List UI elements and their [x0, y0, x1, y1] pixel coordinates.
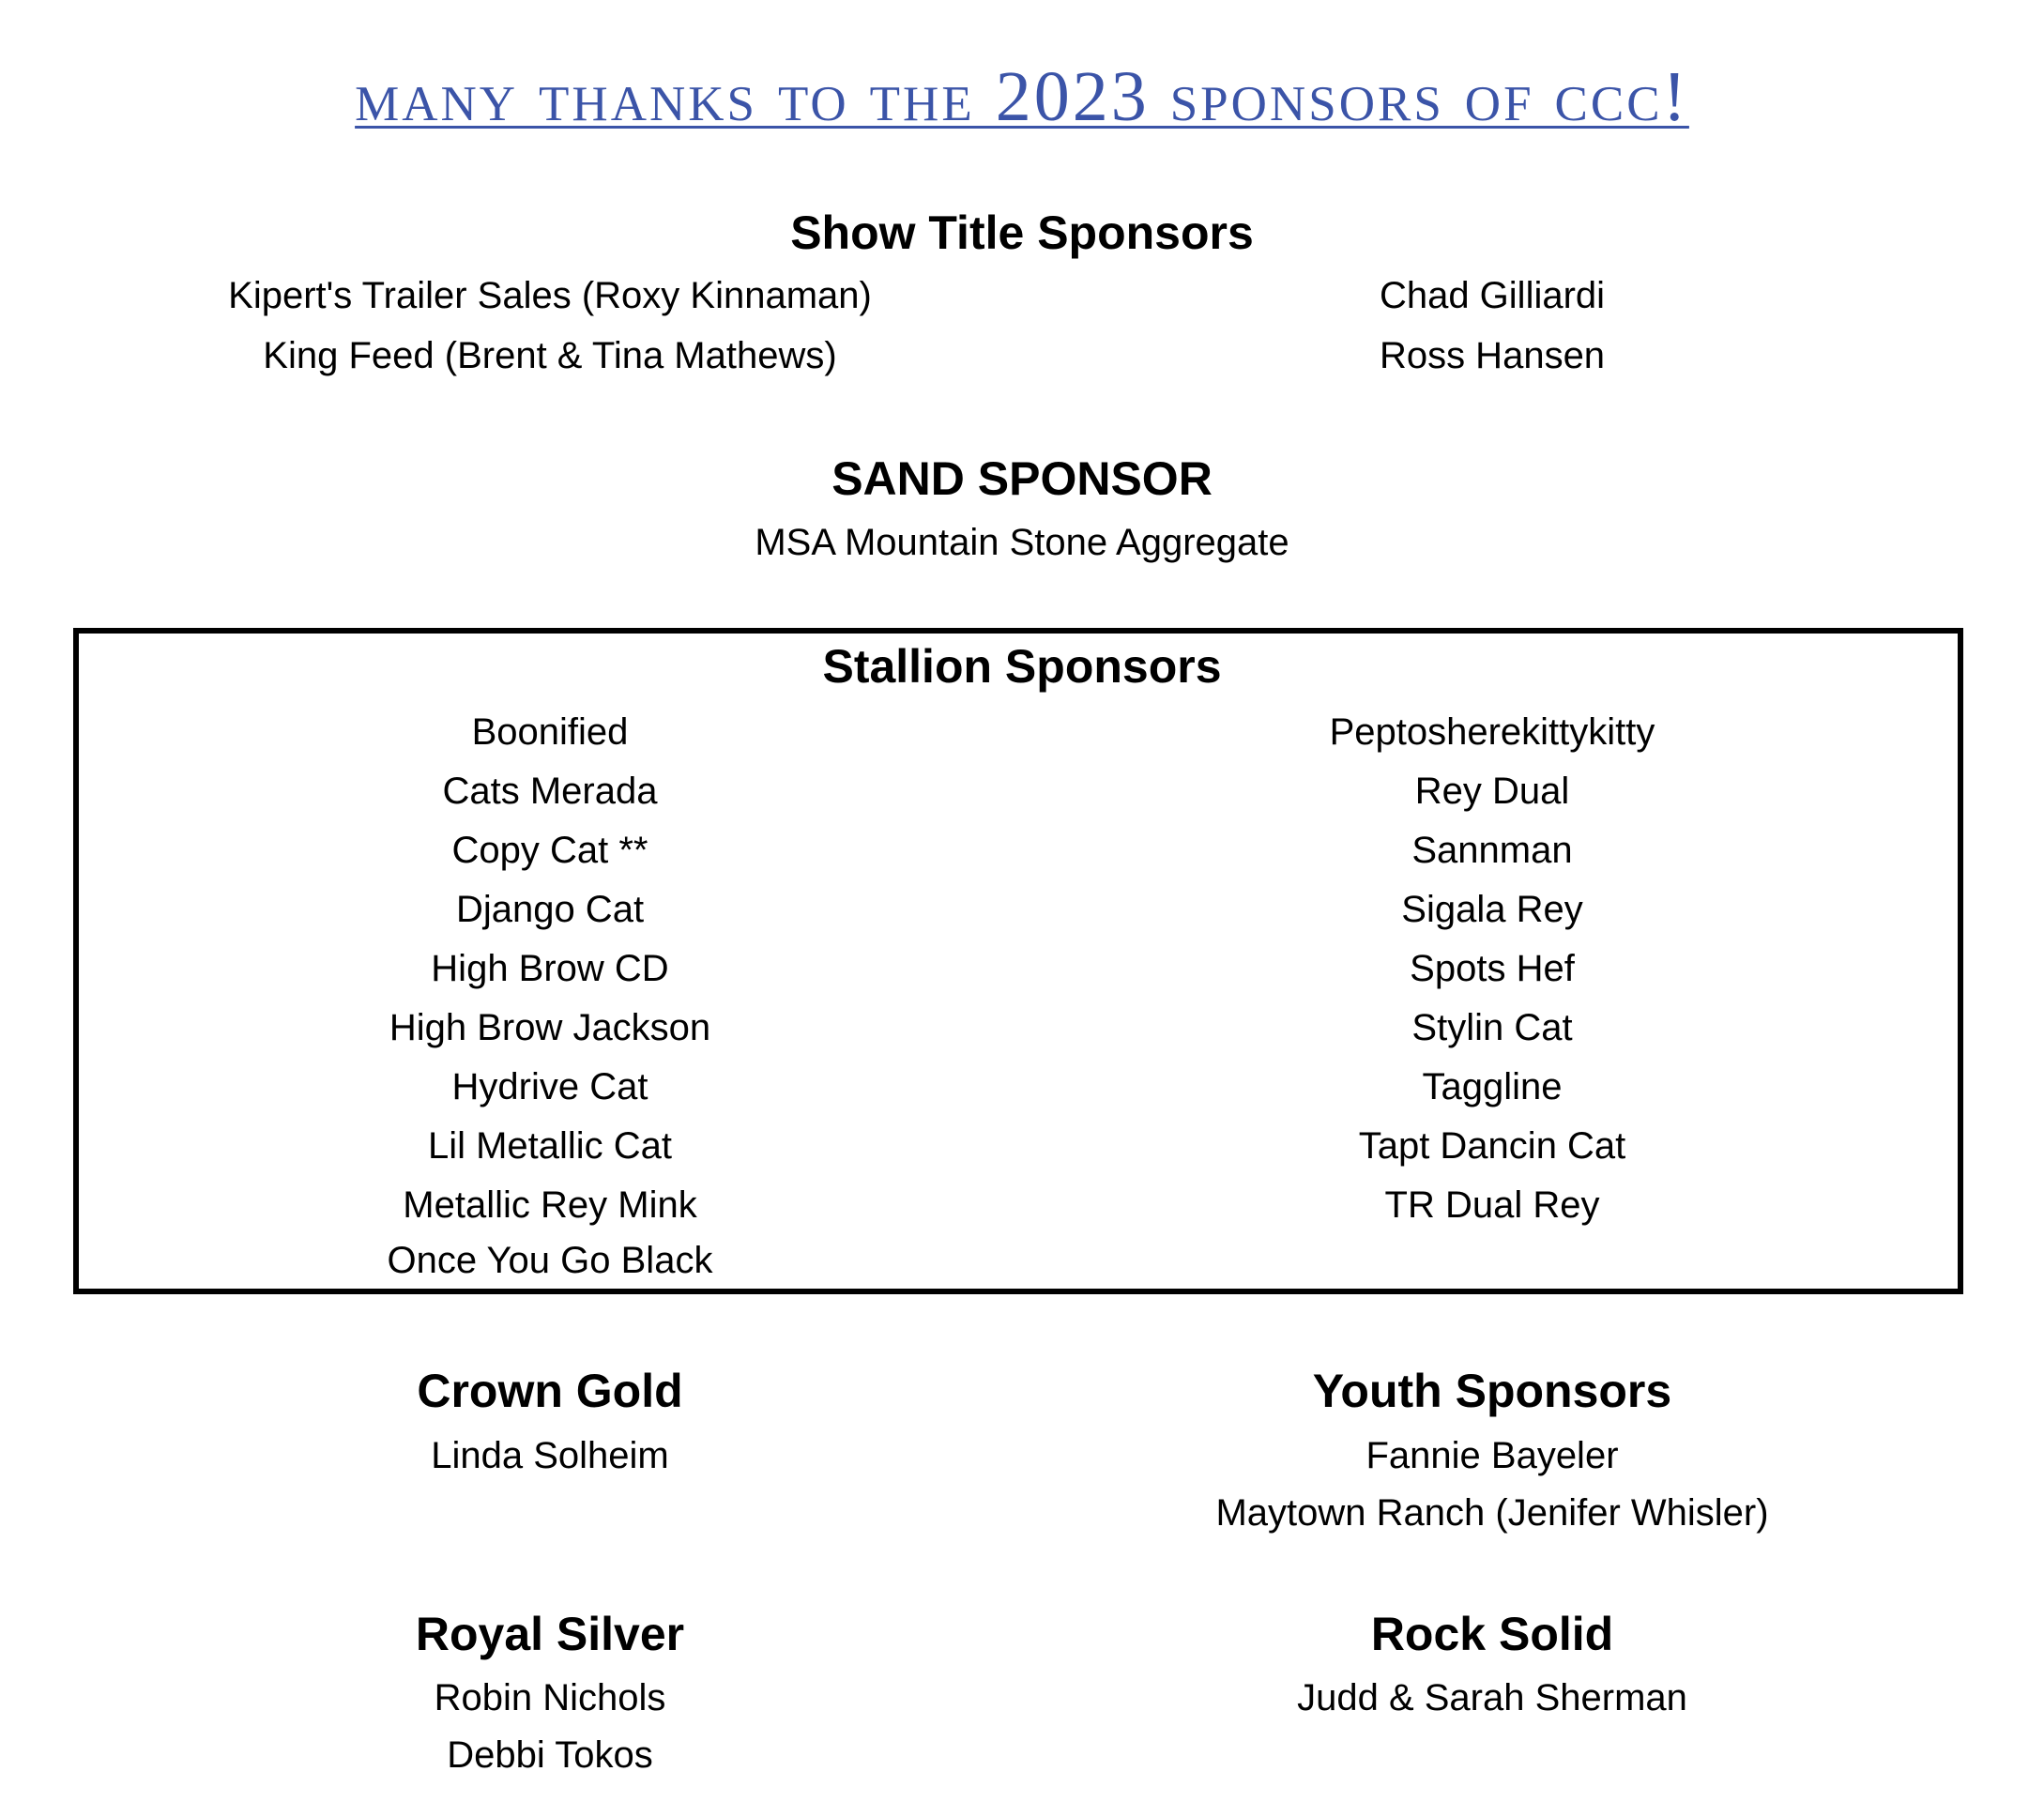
stallion-sponsor-right-5: Spots Hef — [1410, 948, 1575, 989]
show-title-sponsor-right-2: Ross Hansen — [1379, 335, 1606, 376]
stallion-sponsor-right-2: Rey Dual — [1414, 771, 1570, 812]
crown-gold-sponsor-1: Linda Solheim — [431, 1435, 669, 1476]
rock-solid-sponsor-1: Judd & Sarah Sherman — [1297, 1677, 1687, 1718]
royal-silver-heading: Royal Silver — [415, 1608, 685, 1660]
youth-sponsors-heading: Youth Sponsors — [1312, 1365, 1672, 1417]
youth-sponsor-2: Maytown Ranch (Jenifer Whisler) — [1215, 1492, 1769, 1534]
stallion-sponsor-left-5: High Brow CD — [431, 948, 669, 989]
stallion-sponsor-left-7: Hydrive Cat — [451, 1066, 648, 1107]
sand-sponsor-heading: SAND SPONSOR — [831, 452, 1213, 505]
stallion-sponsor-right-4: Sigala Rey — [1401, 889, 1583, 930]
stallion-sponsor-left-2: Cats Merada — [442, 771, 658, 812]
youth-sponsor-1: Fannie Bayeler — [1365, 1435, 1619, 1476]
crown-gold-heading: Crown Gold — [417, 1365, 683, 1417]
stallion-sponsors-heading: Stallion Sponsors — [822, 640, 1222, 693]
show-title-heading: Show Title Sponsors — [790, 206, 1254, 259]
stallion-sponsor-left-10: Once You Go Black — [387, 1240, 713, 1281]
stallion-sponsor-left-8: Lil Metallic Cat — [427, 1125, 673, 1167]
royal-silver-sponsor-2: Debbi Tokos — [447, 1734, 653, 1776]
stallion-sponsor-right-8: Tapt Dancin Cat — [1358, 1125, 1626, 1167]
stallion-sponsor-left-1: Boonified — [471, 711, 629, 753]
stallion-sponsor-left-4: Django Cat — [455, 889, 645, 930]
show-title-sponsor-left-1: Kipert's Trailer Sales (Roxy Kinnaman) — [228, 275, 872, 316]
royal-silver-sponsor-1: Robin Nichols — [434, 1677, 666, 1718]
page-title: many thanks to the 2023 sponsors of ccc! — [355, 57, 1689, 136]
stallion-sponsor-left-6: High Brow Jackson — [389, 1007, 711, 1048]
sand-sponsor-item: MSA Mountain Stone Aggregate — [755, 522, 1289, 563]
stallion-sponsor-right-9: TR Dual Rey — [1384, 1184, 1600, 1226]
rock-solid-heading: Rock Solid — [1370, 1608, 1614, 1660]
stallion-sponsor-left-9: Metallic Rey Mink — [403, 1184, 697, 1226]
stallion-sponsor-right-6: Stylin Cat — [1411, 1007, 1573, 1048]
show-title-sponsor-right-1: Chad Gilliardi — [1379, 275, 1606, 316]
stallion-sponsor-right-7: Taggline — [1422, 1066, 1563, 1107]
stallion-sponsor-left-3: Copy Cat ** — [451, 830, 648, 871]
stallion-sponsor-right-1: Peptosherekittykitty — [1329, 711, 1655, 753]
stallion-sponsor-right-3: Sannman — [1411, 830, 1573, 871]
show-title-sponsor-left-2: King Feed (Brent & Tina Mathews) — [263, 335, 837, 376]
